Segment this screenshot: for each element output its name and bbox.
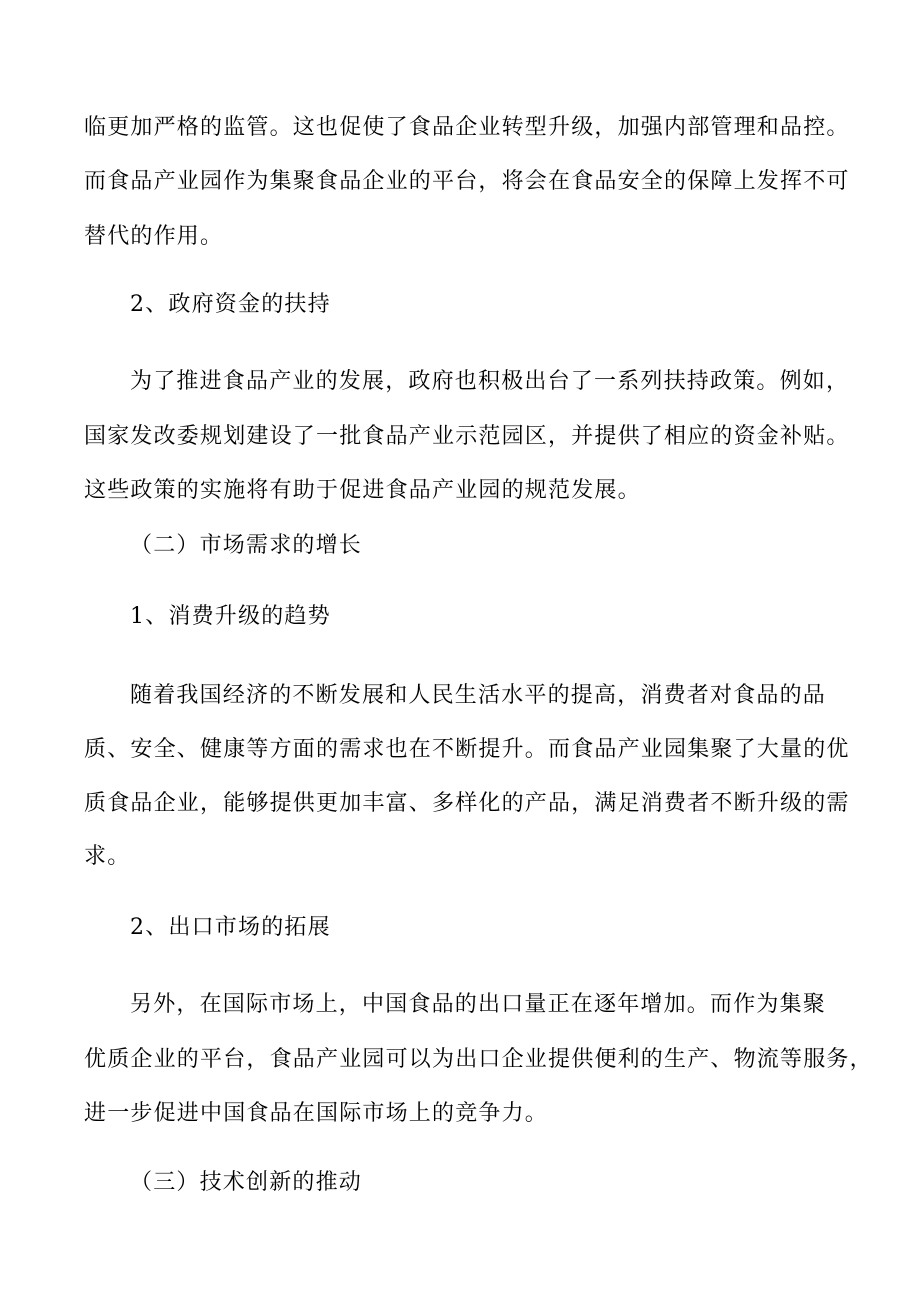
- heading-export-market: 2、出口市场的拓展: [130, 915, 331, 940]
- paragraph-line: 临更加严格的监管。这也促使了食品企业转型升级，加强内部管理和品控。: [84, 115, 850, 140]
- heading-government-funding: 2、政府资金的扶持: [130, 292, 331, 317]
- section-heading-market-demand: （二）市场需求的增长: [130, 533, 363, 558]
- paragraph-line: 国家发改委规划建设了一批食品产业示范园区，并提供了相应的资金补贴。: [84, 424, 850, 449]
- paragraph-line: 随着我国经济的不断发展和人民生活水平的提高，消费者对食品的品: [130, 683, 827, 708]
- paragraph-line: 进一步促进中国食品在国际市场上的竞争力。: [84, 1101, 549, 1126]
- paragraph-line: 优质企业的平台，食品产业园可以为出口企业提供便利的生产、物流等服务，: [84, 1047, 873, 1072]
- paragraph-line: 质、安全、健康等方面的需求也在不断提升。而食品产业园集聚了大量的优: [84, 737, 850, 762]
- paragraph-line: 另外，在国际市场上，中国食品的出口量正在逐年增加。而作为集聚: [130, 992, 827, 1017]
- paragraph-line: 求。: [84, 844, 131, 869]
- heading-consumption-upgrade: 1、消费升级的趋势: [130, 604, 331, 629]
- paragraph-line: 为了推进食品产业的发展，政府也积极出台了一系列扶持政策。例如，: [130, 369, 850, 394]
- paragraph-line: 替代的作用。: [84, 224, 224, 249]
- paragraph-line: 而食品产业园作为集聚食品企业的平台，将会在食品安全的保障上发挥不可: [84, 169, 850, 194]
- paragraph-line: 这些政策的实施将有助于促进食品产业园的规范发展。: [84, 478, 641, 503]
- section-heading-tech-innovation: （三）技术创新的推动: [130, 1170, 363, 1195]
- paragraph-line: 质食品企业，能够提供更加丰富、多样化的产品，满足消费者不断升级的需: [84, 791, 850, 816]
